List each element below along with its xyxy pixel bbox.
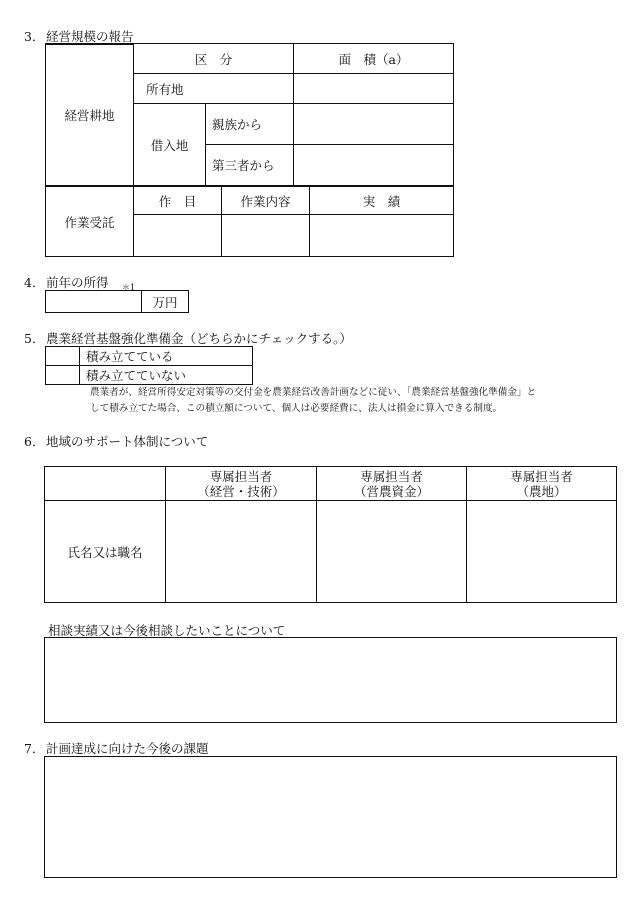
future-issues-box[interactable]	[44, 756, 617, 878]
reserve-note-line2: して積み立てた場合、この積立額について、個人は必要経費に、法人は損金に算入できる制度。	[90, 403, 503, 414]
owned-land-area[interactable]	[294, 74, 454, 104]
section-6-number: 6．	[24, 434, 45, 449]
contract-work-label: 作業受託	[46, 187, 134, 257]
leased-land-label: 借入地	[134, 104, 206, 186]
reserve-note-line1: 農業者が、経営所得安定対策等の交付金を農業経営改善計画などに従い、「農業経営基盤強化準備金」と	[90, 387, 537, 398]
option2-checkbox[interactable]	[46, 366, 80, 385]
relatives-label: 親族から	[206, 104, 294, 145]
footnote-marker: ＊1	[122, 283, 136, 292]
staff-farmland-line1: 専属担当者	[510, 468, 573, 484]
results-header: 実 績	[310, 187, 454, 215]
contract-work-table	[45, 186, 454, 257]
section-5-title	[24, 329, 352, 347]
staff-management-name[interactable]	[166, 501, 317, 603]
name-title-label: 氏名又は職名	[45, 501, 166, 603]
reserve-options-table	[45, 346, 253, 385]
third-party-area[interactable]	[294, 145, 454, 186]
support-table	[44, 466, 617, 603]
farmland-label: 経営耕地	[46, 44, 134, 186]
section-5-instruction: （どちらかにチェックする。）	[183, 331, 352, 346]
section-4-number: 4．	[24, 275, 45, 290]
section-7-heading: 計画達成に向けた今後の課題	[46, 741, 209, 756]
staff-management-line2: （経営・技術）	[197, 483, 285, 499]
staff-finance-header	[317, 467, 467, 501]
staff-management-line1: 専属担当者	[209, 468, 273, 484]
section-6-title	[24, 432, 208, 450]
consultation-box[interactable]	[44, 637, 617, 723]
area-header: 面 積（a）	[294, 44, 454, 74]
consultation-heading: 相談実績又は今後相談したいことについて	[48, 623, 286, 638]
section-3-heading: 経営規模の報告	[46, 29, 134, 44]
staff-management-header	[166, 467, 317, 501]
option1-checkbox[interactable]	[46, 347, 80, 366]
income-input[interactable]	[46, 291, 142, 313]
crop-cell[interactable]	[134, 215, 222, 257]
owned-land-label: 所有地	[134, 74, 294, 104]
staff-finance-line1: 専属担当者	[360, 468, 423, 484]
section-4-title	[24, 273, 109, 291]
staff-farmland-name[interactable]	[467, 501, 617, 603]
income-unit: 万円	[142, 291, 189, 313]
section-7-number: 7．	[24, 741, 45, 756]
option1-label: 積み立てている	[80, 347, 253, 366]
third-party-label: 第三者から	[206, 145, 294, 186]
staff-farmland-header	[467, 467, 617, 501]
section-3-number: 3．	[24, 29, 45, 44]
kubun-header: 区 分	[134, 44, 294, 74]
crop-header: 作 目	[134, 187, 222, 215]
results-cell[interactable]	[310, 215, 454, 257]
work-content-header: 作業内容	[222, 187, 310, 215]
staff-finance-line2: （営農資金）	[353, 483, 429, 499]
section-6-heading: 地域のサポート体制について	[46, 434, 209, 449]
support-corner-cell	[45, 467, 166, 501]
staff-finance-name[interactable]	[317, 501, 467, 603]
income-table	[45, 290, 189, 313]
staff-farmland-line2: （農地）	[516, 483, 567, 499]
section-5-number: 5．	[24, 331, 45, 346]
section-5-heading: 農業経営基盤強化準備金	[46, 331, 184, 346]
work-content-cell[interactable]	[222, 215, 310, 257]
option2-label: 積み立てていない	[80, 366, 253, 385]
section-7-title	[24, 739, 209, 757]
section-4-heading: 前年の所得	[46, 275, 109, 290]
farmland-table	[45, 43, 454, 186]
relatives-area[interactable]	[294, 104, 454, 145]
